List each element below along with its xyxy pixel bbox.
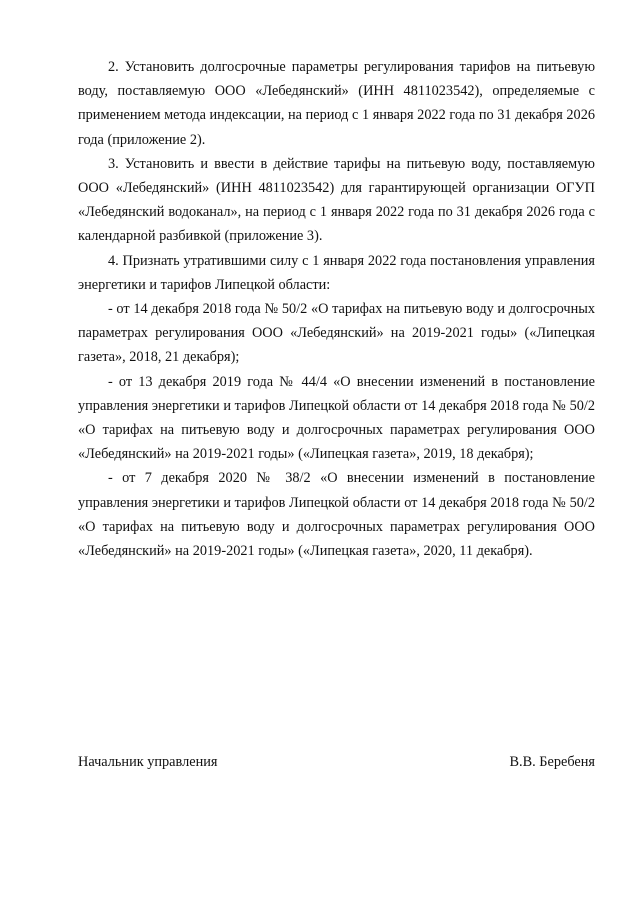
paragraph-2: 2. Установить долгосрочные параметры регулирования тарифов на питьевую воду, поставляемую ООО «Лебедянский» (ИНН 4811023542), определяемые с применением метода индексации, на период с 1 января 2022 года по 31 декабря 2026 года (приложение 2). bbox=[78, 59, 595, 148]
paragraph-3: 3. Установить и ввести в действие тарифы на питьевую воду, поставляемую ООО «Лебедянский» (ИНН 4811023542) для гарантирующей организации ОГУП «Лебедянский водоканал», на период с 1 января 2022 года по 31 декабря 2026 года с календарной разбивкой (приложение 3). bbox=[78, 155, 595, 245]
signatory-position: Начальник управления bbox=[78, 754, 218, 770]
paragraph-4: 4. Признать утратившими силу с 1 января 2022 года постановления управления энергетики и тарифов Липецкой области: bbox=[78, 252, 595, 293]
signatory-name: В.В. Беребеня bbox=[509, 754, 595, 770]
list-item-repealed-3: - от 7 декабря 2020 № 38/2 «О внесении изменений в постановление управления энергетики и тарифов Липецкой области от 14 декабря 2018 года № 50/2 «О тарифах на питьевую воду и долгосрочных параметрах регулирования ООО «Лебедянский» на 2019-2021 годы» («Липецкая газета», 2020, 11 декабря). bbox=[78, 470, 595, 560]
list-item-repealed-2: - от 13 декабря 2019 года № 44/4 «О внесении изменений в постановление управления энергетики и тарифов Липецкой области от 14 декабря 2018 года № 50/2 «О тарифах на питьевую воду и долгосрочных параметрах регулирования ООО «Лебедянский» на 2019-2021 годы» («Липецкая газета», 2019, 18 декабря); bbox=[78, 373, 595, 463]
document-body bbox=[78, 55, 595, 563]
list-item-repealed-1: - от 14 декабря 2018 года № 50/2 «О тарифах на питьевую воду и долгосрочных параметрах регулирования ООО «Лебедянский» на 2019-2021 годы» («Липецкая газета», 2018, 21 декабря); bbox=[78, 301, 595, 366]
signature-block bbox=[78, 750, 595, 774]
